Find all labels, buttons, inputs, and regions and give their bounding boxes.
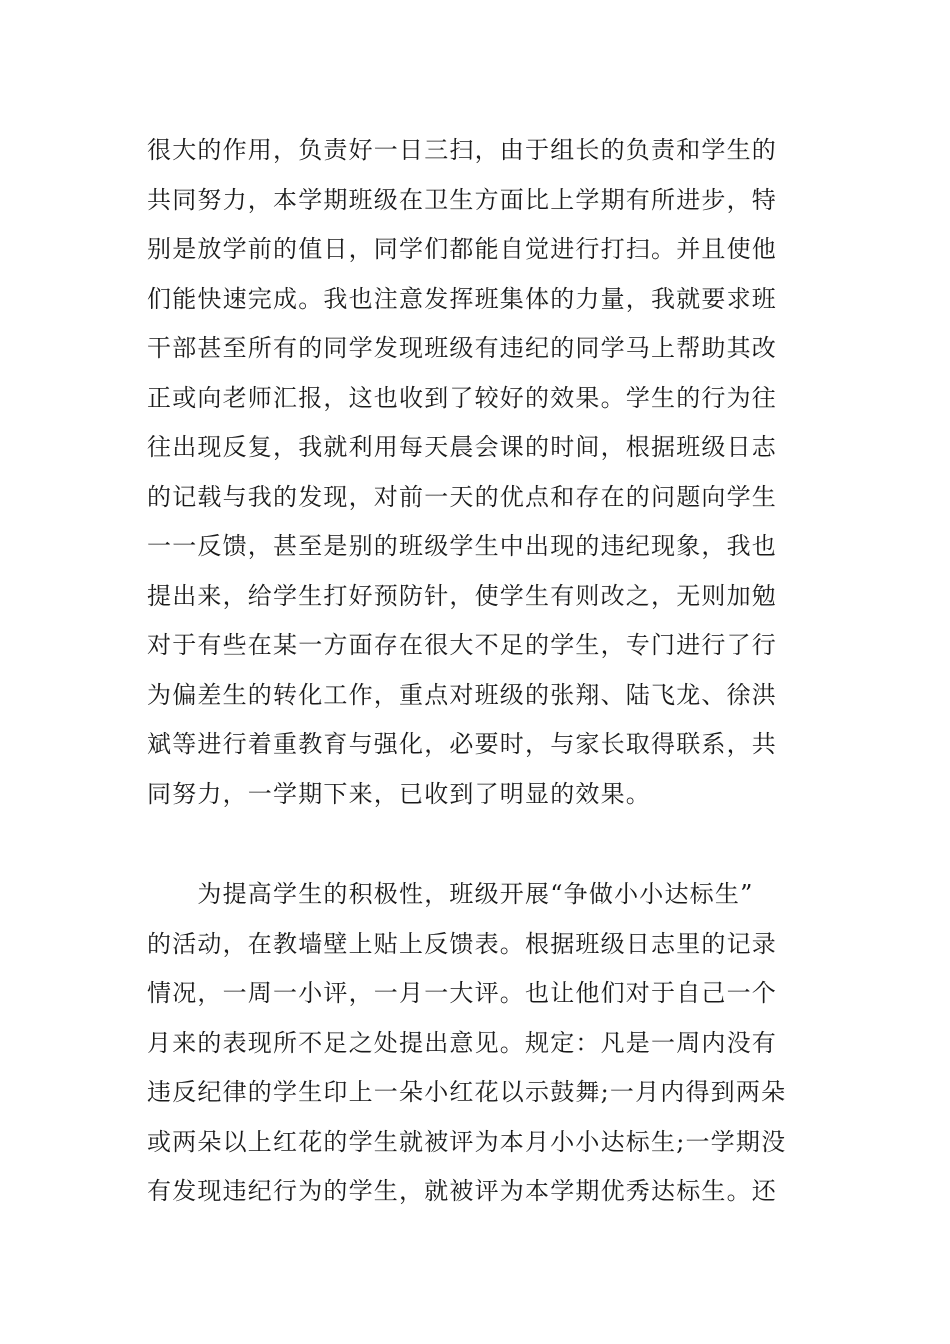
text-line: 同努力，一学期下来，已收到了明显的效果。	[147, 779, 651, 808]
text-line: 的活动，在教墙壁上贴上反馈表。根据班级日志里的记录	[147, 929, 777, 958]
paragraph-2	[147, 870, 817, 1217]
text-line: 违反纪律的学生印上一朵小红花以示鼓舞;一月内得到两朵	[147, 1078, 787, 1106]
text-line: 情况，一周一小评，一月一大评。也让他们对于自己一个	[147, 979, 777, 1007]
text-line: 干部甚至所有的同学发现班级有违纪的同学马上帮助其改	[147, 334, 777, 362]
text-line: 正或向老师汇报，这也收到了较好的效果。学生的行为往	[147, 383, 777, 412]
paragraph-1	[147, 126, 817, 819]
text-line: 的记载与我的发现，对前一天的优点和存在的问题向学生	[147, 482, 777, 511]
text-line: 别是放学前的值日，同学们都能自觉进行打扫。并且使他	[147, 235, 777, 263]
text-line: 有发现违纪行为的学生，就被评为本学期优秀达标生。还	[147, 1177, 777, 1205]
text-line: 对于有些在某一方面存在很大不足的学生，专门进行了行	[147, 631, 777, 659]
text-line: 为偏差生的转化工作，重点对班级的张翔、陆飞龙、徐洪	[147, 680, 777, 709]
text-line: 提出来，给学生打好预防针，使学生有则改之，无则加勉	[147, 581, 777, 610]
text-line: 月来的表现所不足之处提出意见。规定：凡是一周内没有	[147, 1028, 777, 1057]
text-line: 或两朵以上红花的学生就被评为本月小小达标生;一学期没	[147, 1127, 787, 1156]
text-line: 很大的作用，负责好一日三扫，由于组长的负责和学生的	[147, 136, 777, 164]
text-line: 斌等进行着重教育与强化，必要时，与家长取得联系，共	[147, 730, 777, 758]
text-line: 往出现反复，我就利用每天晨会课的时间，根据班级日志	[147, 433, 777, 461]
text-line: 为提高学生的积极性，班级开展“争做小小达标生”	[147, 880, 754, 908]
text-line: 们能快速完成。我也注意发挥班集体的力量，我就要求班	[147, 284, 777, 313]
text-line: 共同努力，本学期班级在卫生方面比上学期有所进步，特	[147, 185, 777, 214]
text-line: 一一反馈，甚至是别的班级学生中出现的违纪现象，我也	[147, 532, 777, 560]
